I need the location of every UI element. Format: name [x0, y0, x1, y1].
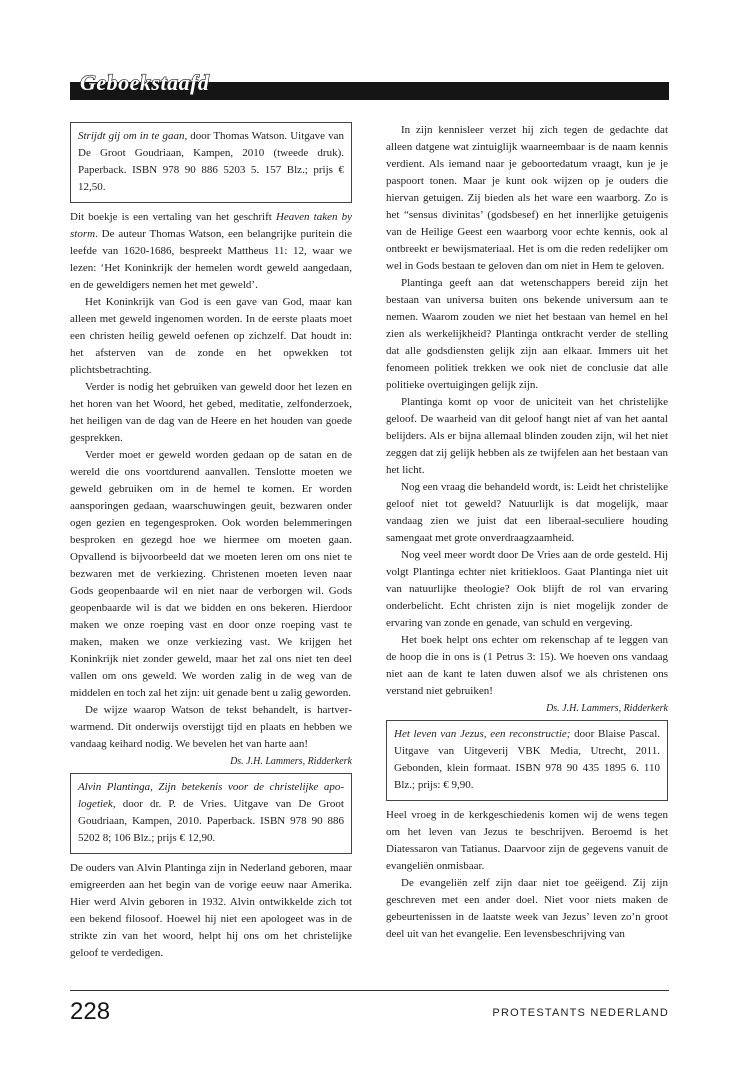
- reviewer-signature: Ds. J.H. Lammers, Ridderkerk: [546, 703, 668, 714]
- review-paragraph: Nog veel meer wordt door De Vries aan de orde gesteld. Hij volgt Plantinga echter niet kritiekloos. Gaat Plantinga niet uit van natuurlijke theologie? Ook blijft de rol van ervaring onderbelicht. Echt christen zijn is niet mogelijk zonder de ervaring van zonde en genade, van schuld en vergeving.: [386, 549, 668, 629]
- book-info-box: [386, 720, 668, 801]
- review-paragraph: De ouders van Alvin Plantinga zijn in Nederland geboren, maar emigreerden aan het begin van de vorige eeuw naar Amerika. Hier werd Alvin geboren in 1932. Alvin ontwikkelde zich tot een bekend filosoof. Hoewel hij niet een apologeet was in de strikte zin van het woord, helpt hij ons om het christelijke geloof te verdedigen.: [70, 862, 352, 959]
- section-title: Geboekstaafd: [80, 70, 210, 95]
- book-details: door Blaise Pascal. Uitgave van Uitgeverij VBK Media, Utrecht, 2011. Gebonden, klein formaat. ISBN 978 90 435 1895 6. 110 Blz.; prijs: € 9,90.: [394, 728, 660, 791]
- left-column: [70, 122, 352, 962]
- page-number: 228: [70, 998, 111, 1025]
- review-paragraph: De evangeliën zelf zijn daar niet toe geëigend. Zij zijn geschreven met een ander doel. Niet voor niets maken de gebeurtenissen in de laatste week van Jezus’ leven zo’n groot deel uit van het evangelie. Een levensbeschrijving van: [386, 877, 668, 940]
- review-paragraph: In zijn kennisleer verzet hij zich tegen de gedachte dat alleen datgene wat zintuiglijk waarneembaar is de naam kennis verdient. Als iemand naar je geboortedatum vraagt, kun je je paspoort tonen. Maar je kunt ook wijzen op je ouders die hiervan getuigen. Zij bieden als het ware een waarborg. Zo is het “sensus divinitas’ (godsbesef) en het innerlijke getuigenis van de Heilige Geest een waarborg voor echte kennis, ook al ontbreekt er bewijsmateriaal. Het is om die reden redelijker om wel in Gods bestaan te geloven dan om niet in Hem te geloven.: [386, 124, 668, 272]
- review-paragraph: Nog een vraag die behandeld wordt, is: Leidt het christelijke geloof niet tot geweld? Natuurlijk is dat mogelijk, maar vandaag zien we juist dat een liberaal-seculiere houding samengaat met grote onverdraagzaamheid.: [386, 481, 668, 544]
- review-paragraph: De wijze waarop Watson de tekst behandelt, is hartverwarmend. Dit onderwijs overstijgt tijd en plaats en hebben we vandaag keihard nodig. We bevelen het van harte aan!: [70, 704, 352, 750]
- review-paragraph: Het Koninkrijk van God is een gave van God, maar kan alleen met geweld ingenomen worden. In de eerste plaats moet een christen heilig geweld oefenen op zichzelf. Dat houdt in: het afsterven van de zonde en het opwekken tot plichtsbetrachting.: [70, 296, 352, 376]
- journal-name: PROTESTANTS NEDERLAND: [492, 1007, 669, 1019]
- book-details: door Thomas Watson. Uitgave van De Groot Goudriaan, Kampen, 2010 (tweede druk). Paperback. ISBN 978 90 886 5203 5. 157 Blz.; prijs € 12,50.: [78, 130, 344, 193]
- review-paragraph: Heel vroeg in de kerkgeschiedenis komen wij de wens tegen om het leven van Jezus te beschrijven. Beroemd is het Diatessaron van Tatianus. Daarvoor zijn de gegevens vanuit de evangeliën onmisbaar.: [386, 809, 668, 872]
- reviewer-signature: Ds. J.H. Lammers, Ridderkerk: [230, 756, 352, 767]
- review-paragraph: Plantinga geeft aan dat wetenschappers bereid zijn het bestaan van universa buiten ons bekende universum aan te nemen. Waarom zouden we niet het bestaan van hemel en hel zien als werkelijkheid? Plantinga ontkracht verder de stelling dat alle godsdiensten gelijk zijn aan elkaar. Immers uit het fenomeen politiek trekken we ook niet de conclusie dat alle politieke overtuigingen gelijk zijn.: [386, 277, 668, 391]
- original-title: Heaven taken by storm: [70, 211, 352, 240]
- review-paragraph: Dit boekje is een vertaling van het geschrift Heaven taken by storm. De auteur Thomas Watson, een belangrijke puritein die leefde van 1620-1686, bespreekt Mattheus 11: 12, waar we lezen: ‘Het Koninkrijk der hemelen wordt geweld aangedaan, en de geweldigers nemen het met geweld’.: [70, 211, 352, 291]
- review-paragraph: Verder is nodig het gebruiken van geweld door het lezen en het horen van het Woord, het gebed, meditatie, zelfonderzoek, het heiligen van de dag van de Heere en het houden van goede gesprekken.: [70, 381, 352, 444]
- book-title: Strijdt gij om in te gaan,: [78, 130, 188, 142]
- review-paragraph: Plantinga komt op voor de uniciteit van het christelijke geloof. De waarheid van dit geloof hangt niet af van het aantal belijders. Als er bijna allemaal blinden zouden zijn, wil het niet zeggen dat zij gelijk hebben als ze twijfelen aan het bestaan van het licht.: [386, 396, 668, 476]
- book-details: door dr. P. de Vries. Uitgave van De Groot Goudriaan, Kampen, 2010. Paperback. ISBN 978 90 886 5202 8; 106 Blz.; prijs € 12,90.: [78, 798, 344, 844]
- book-info-box: [70, 122, 352, 203]
- right-column: [386, 122, 668, 943]
- review-paragraph: Het boek helpt ons echter om rekenschap af te leggen van de hoop die in ons is (1 Petrus 3: 15). We hoeven ons vandaag niet aan de kant te laten duwen alsof we als christenen ons verstand niet gebruiken!: [386, 634, 668, 697]
- book-title: Alvin Plantinga, Zijn betekenis voor de christelijke apologetiek,: [78, 781, 344, 810]
- book-info-box: [70, 773, 352, 854]
- book-title: Het leven van Jezus, een reconstructie;: [394, 728, 571, 740]
- review-paragraph: Verder moet er geweld worden gedaan op de satan en de wereld die ons voortdurend aanvallen. Tenslotte moeten we geweld gebruiken om in de hemel te komen. Er worden aansporingen gedaan, waarschuwingen geuit, bezwaren onder ogen gezien en tegengesproken. Ook worden belemmeringen besproken en gezegd hoe we hiermee om moeten gaan. Opvallend is bijvoorbeeld dat we moeten leren om ons niet te bezwaren met de verkiezing. Christenen moeten leven naar Gods geopenbaarde wil en niet naar de verborgen wil. Gods geopenbaarde wil is dat we bidden en ons bekeren. Hierdoor maken we onze roeping vast en door onze roeping vast te maken, maken we onze verkiezing vast. We krijgen het Koninkrijk niet zonder geweld, maar het zal ons niet ten deel vallen om ons geweld. We worden zalig in de weg van de middelen en toch zal het zijn: uit genade bent u zalig geworden.: [70, 449, 352, 699]
- footer-rule: [70, 990, 669, 991]
